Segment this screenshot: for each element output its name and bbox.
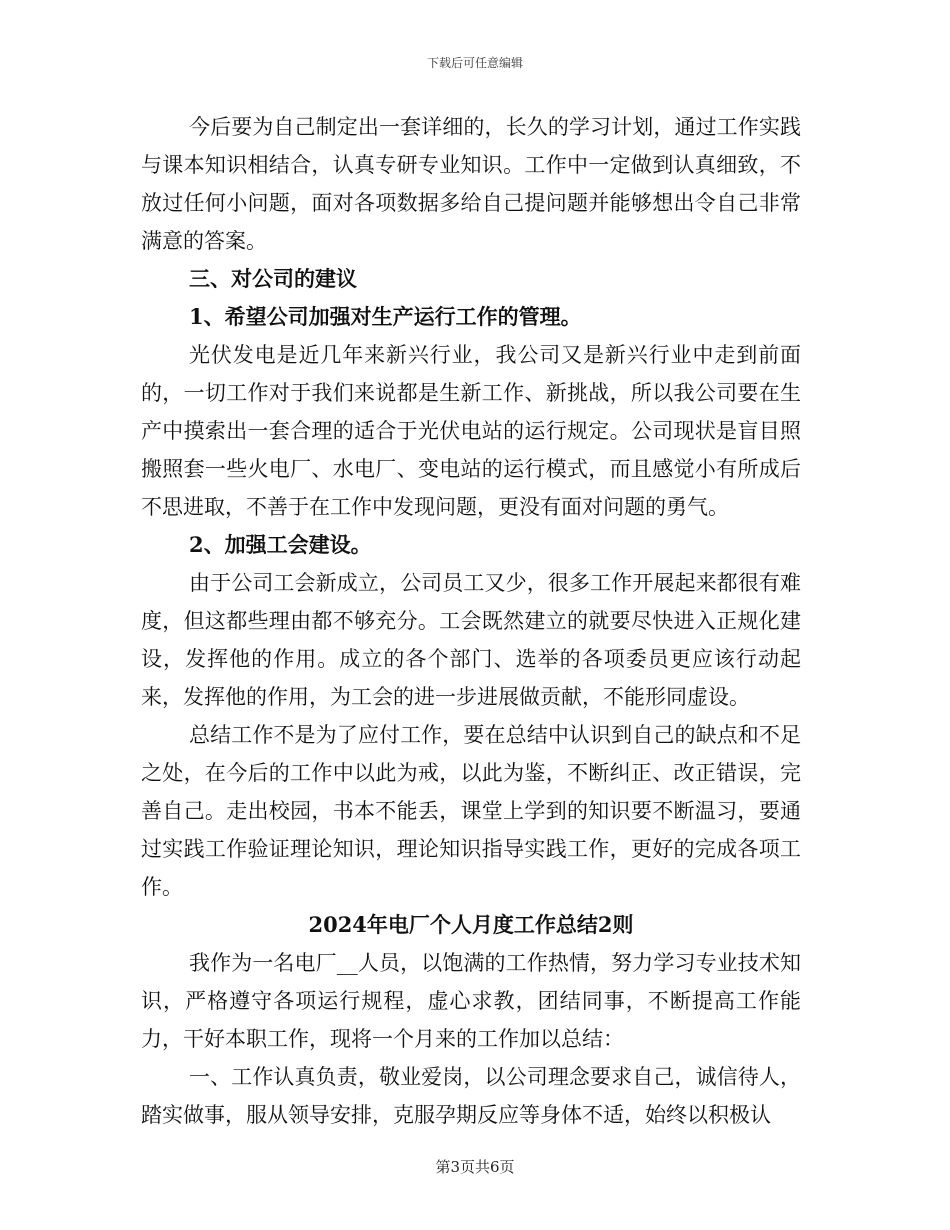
paragraph-union: 由于公司工会新成立，公司员工又少，很多工作开展起来都很有难度，但这都些理由都不够充分。工会既然建立的就要尽快进入正规化建设，发挥他的作用。成立的各个部门、选举的各项委员更应该行动起来，发挥他的作用，为工会的进一步进展做贡献，不能形同虚设。: [141, 571, 801, 709]
paragraph-work-attitude: 一、工作认真负责，敬业爱岗，以公司理念要求自己，诚信待人，踏实做事，服从领导安排，克服孕期反应等身体不适，始终以积极认: [141, 1065, 801, 1127]
paragraph-photovoltaic: 光伏发电是近几年来新兴行业，我公司又是新兴行业中走到前面的，一切工作对于我们来说都是生新工作、新挑战，所以我公司要在生产中摸索出一套合理的适合于光伏电站的运行规定。公司现状是盲目照搬照套一些火电厂、水电厂、变电站的运行模式，而且感觉小有所成后不思进取，不善于在工作中发现问题，更没有面对问题的勇气。: [141, 343, 801, 519]
page-header: 下载后可任意编辑: [426, 56, 523, 70]
paragraph-summary: 总结工作不是为了应付工作，要在总结中认识到自己的缺点和不足之处，在今后的工作中以此为戒，以此为鉴，不断纠正、改正错误，完善自己。走出校园，书本不能丢，课堂上学到的知识要不断温习，要通过实践工作验证理论知识，理论知识指导实践工作，更好的完成各项工作。: [141, 723, 801, 899]
page-footer: 第3页共6页: [435, 1158, 515, 1176]
paragraph-study-plan: 今后要为自己制定出一套详细的，长久的学习计划，通过工作实践与课本知识相结合，认真专研专业知识。工作中一定做到认真细致，不放过任何小问题，面对各项数据多给自己提问题并能够想出令自己非常满意的答案。: [141, 115, 801, 253]
document-body: [141, 108, 801, 1134]
subheading-union-building: 2、加强工会建设。: [189, 532, 372, 557]
paragraph-intro: 我作为一名电厂__人员，以饱满的工作热情，努力学习专业技术知识，严格遵守各项运行规程，虚心求教，团结同事，不断提高工作能力，干好本职工作，现将一个月来的工作加以总结：: [141, 951, 801, 1051]
document-title: 2024年电厂个人月度工作总结2则: [308, 912, 634, 937]
section-heading-suggestions: 三、对公司的建议: [189, 266, 357, 291]
subheading-production-management: 1、希望公司加强对生产运行工作的管理。: [189, 304, 582, 329]
